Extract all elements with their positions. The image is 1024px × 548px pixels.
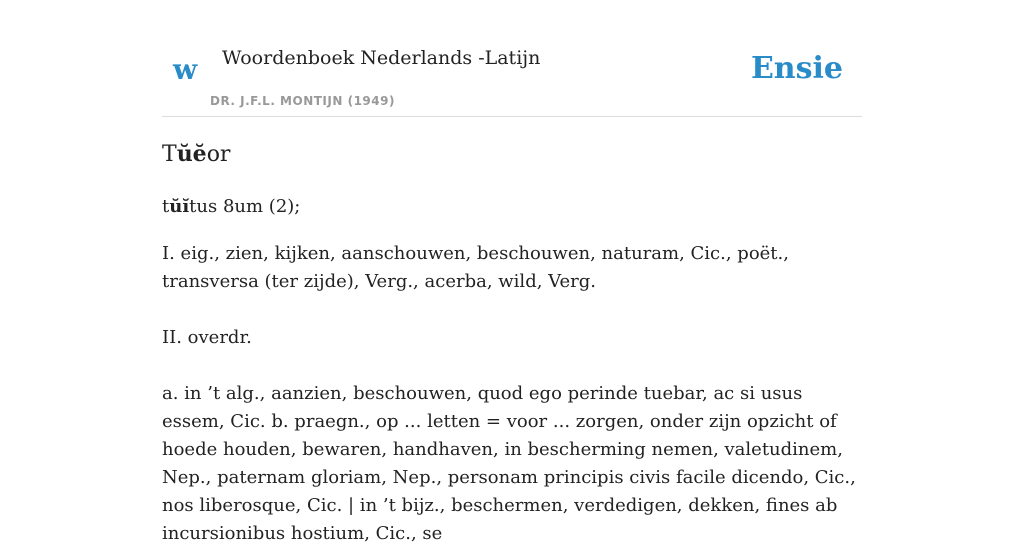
definition-paragraph-2: II. overdr. <box>162 327 252 348</box>
form-bold: ŭĭ <box>169 196 190 217</box>
dictionary-header <box>162 0 862 117</box>
headword-bold: ŭĕ <box>176 141 207 167</box>
headword-suffix: or <box>206 142 231 167</box>
form-prefix: t <box>162 196 170 217</box>
entry-forms <box>162 193 862 221</box>
entry-headword <box>162 138 862 171</box>
definition-paragraph-1: I. eig., zien, kijken, aanschouwen, beschouwen, naturam, Cic., poët., transversa (ter zijde), Verg., acerba, wild, Verg. <box>162 243 789 292</box>
definition-paragraph-3: a. in ’t alg., aanzien, beschouwen, quod ego perinde tuebar, ac si usus essem, Cic. b. praegn., op ... letten = voor ... zorgen, onder zijn opzicht of hoede houden, bewaren, handhaven, in bescherming nemen, valetudinem, Nep., paternam gloriam, Nep., personam principis civis facile dicendo, Cic., nos liberosque, Cic. | in ’t bijz., beschermen, verdedigen, dekken, fines ab incursionibus hostium, Cic., se <box>162 383 856 544</box>
dictionary-logo[interactable]: w <box>173 53 198 86</box>
ensie-logo[interactable]: Ensie <box>750 51 843 86</box>
headword-prefix: T <box>162 142 177 167</box>
entry-content <box>162 138 862 548</box>
dictionary-author: DR. J.F.L. MONTIJN (1949) <box>210 94 395 108</box>
dictionary-title[interactable]: Woordenboek Nederlands -Latijn <box>222 47 541 69</box>
form-suffix: tus 8um (2); <box>189 196 301 217</box>
